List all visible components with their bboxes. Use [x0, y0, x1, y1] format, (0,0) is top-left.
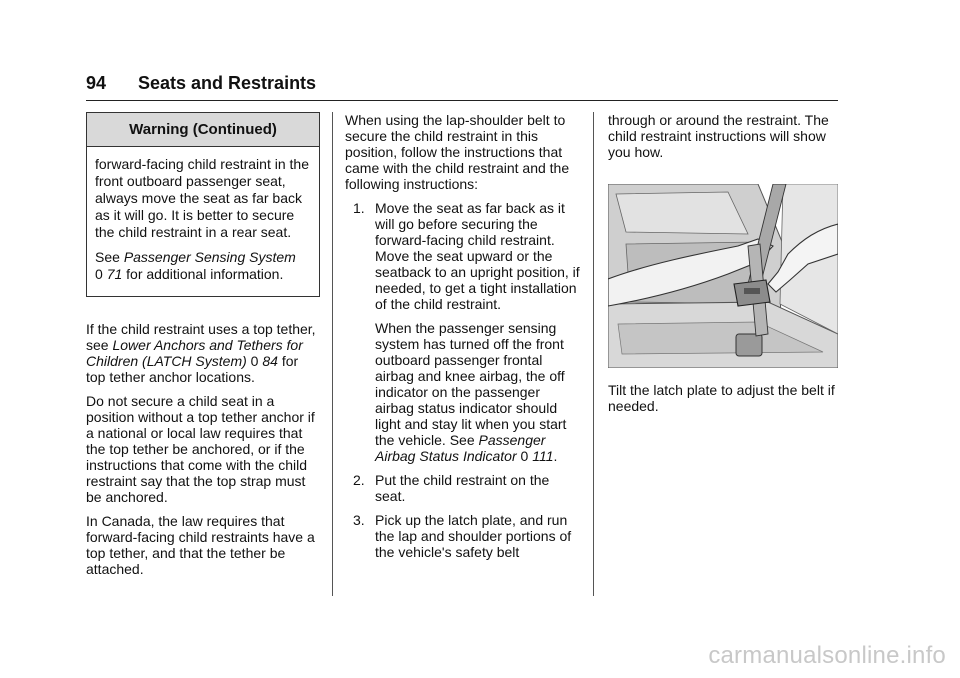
- page-number: 94: [86, 73, 107, 93]
- instructions-intro: When using the lap-shoulder belt to secure the child restraint in this position, follow the instructions that came with the child restraint and the following instructions:: [345, 112, 570, 192]
- xref-latch-system[interactable]: Lower Anchors and Tethers for Children (LATCH System): [86, 337, 303, 369]
- latch-plate-drawing: [608, 184, 838, 368]
- page-ref-111[interactable]: 111: [532, 448, 554, 464]
- warning-paragraph-2: See Passenger Sensing System 0 71 for additional information.: [95, 249, 296, 282]
- page-ref-71[interactable]: 71: [106, 266, 123, 282]
- warning-paragraph-1: forward-facing child restraint in the front outboard passenger seat, always move the seat as far back as it will go. It is better to secure the child restraint in a rear seat.: [95, 156, 309, 240]
- continuation-text: through or around the restraint. The child restraint instructions will show you how.: [608, 112, 829, 160]
- page-ref-symbol: 0: [520, 448, 529, 464]
- figure-caption: Tilt the latch plate to adjust the belt if needed.: [608, 382, 835, 414]
- column-2: [345, 112, 581, 568]
- xref-passenger-sensing-system[interactable]: Passenger Sensing System: [123, 249, 296, 265]
- page-ref-symbol: 0: [95, 266, 103, 282]
- warning-body: [87, 147, 319, 296]
- step-1: 1. Move the seat as far back as it will go before securing the forward-facing child restraint. Move the seat upward or the seatback to an upright position, if needed, to get a tight installation of the child restraint. When the passenger sensing system has turned off the front outboard passenger frontal airbag and knee airbag, the off indicator on the passenger airbag status indicator should light and stay lit when you start the vehicle. See Passenger Airbag Status Indicator 0 111.: [353, 200, 580, 464]
- step-3: 3. Pick up the latch plate, and run the lap and shoulder portions of the vehicle's safety belt: [345, 512, 581, 560]
- column-divider-2: [593, 112, 594, 596]
- step-3-text: Pick up the latch plate, and run the lap and shoulder portions of the vehicle's safety belt: [375, 512, 572, 560]
- anchor-law-paragraph: Do not secure a child seat in a position without a top tether anchor if a national or local law requires that the top tether be anchored, or if the instructions that come with the child restraint say that the top strap must be anchored.: [86, 393, 315, 505]
- tether-paragraph: If the child restraint uses a top tether, see Lower Anchors and Tethers for Children (LATCH System) 0 84 for top tether anchor locations.: [86, 321, 316, 385]
- latch-plate-illustration: [608, 184, 838, 368]
- page-ref-symbol: 0: [250, 353, 259, 369]
- column-divider-1: [332, 112, 333, 596]
- warning-title: Warning (Continued): [87, 113, 319, 147]
- column-3: [608, 112, 840, 422]
- page-ref-84[interactable]: 84: [262, 353, 278, 369]
- column-1: [86, 112, 320, 585]
- step-1-text: Move the seat as far back as it will go before securing the forward-facing child restraint. Move the seat upward or the seatback to an upright position, if needed, to get a tight installation of the child restraint.: [375, 200, 580, 312]
- section-title: Seats and Restraints: [138, 73, 317, 93]
- step-2: 2. Put the child restraint on the seat.: [345, 472, 581, 504]
- page-header: [86, 70, 838, 101]
- instruction-steps: [345, 200, 581, 560]
- warning-box: [86, 112, 320, 297]
- step-2-text: Put the child restraint on the seat.: [375, 472, 550, 504]
- canada-law-paragraph: In Canada, the law requires that forward-facing child restraints have a top tether, and that the tether be attached.: [86, 513, 315, 577]
- watermark: carmanualsonline.info: [708, 642, 946, 669]
- step-1-subparagraph: When the passenger sensing system has turned off the front outboard passenger frontal airbag and knee airbag, the off indicator on the passenger airbag status indicator should light and stay lit when you start the vehicle. See Passenger Airbag Status Indicator 0 111.: [375, 320, 567, 464]
- xref-passenger-airbag-status-indicator[interactable]: Passenger Airbag Status Indicator: [375, 432, 546, 464]
